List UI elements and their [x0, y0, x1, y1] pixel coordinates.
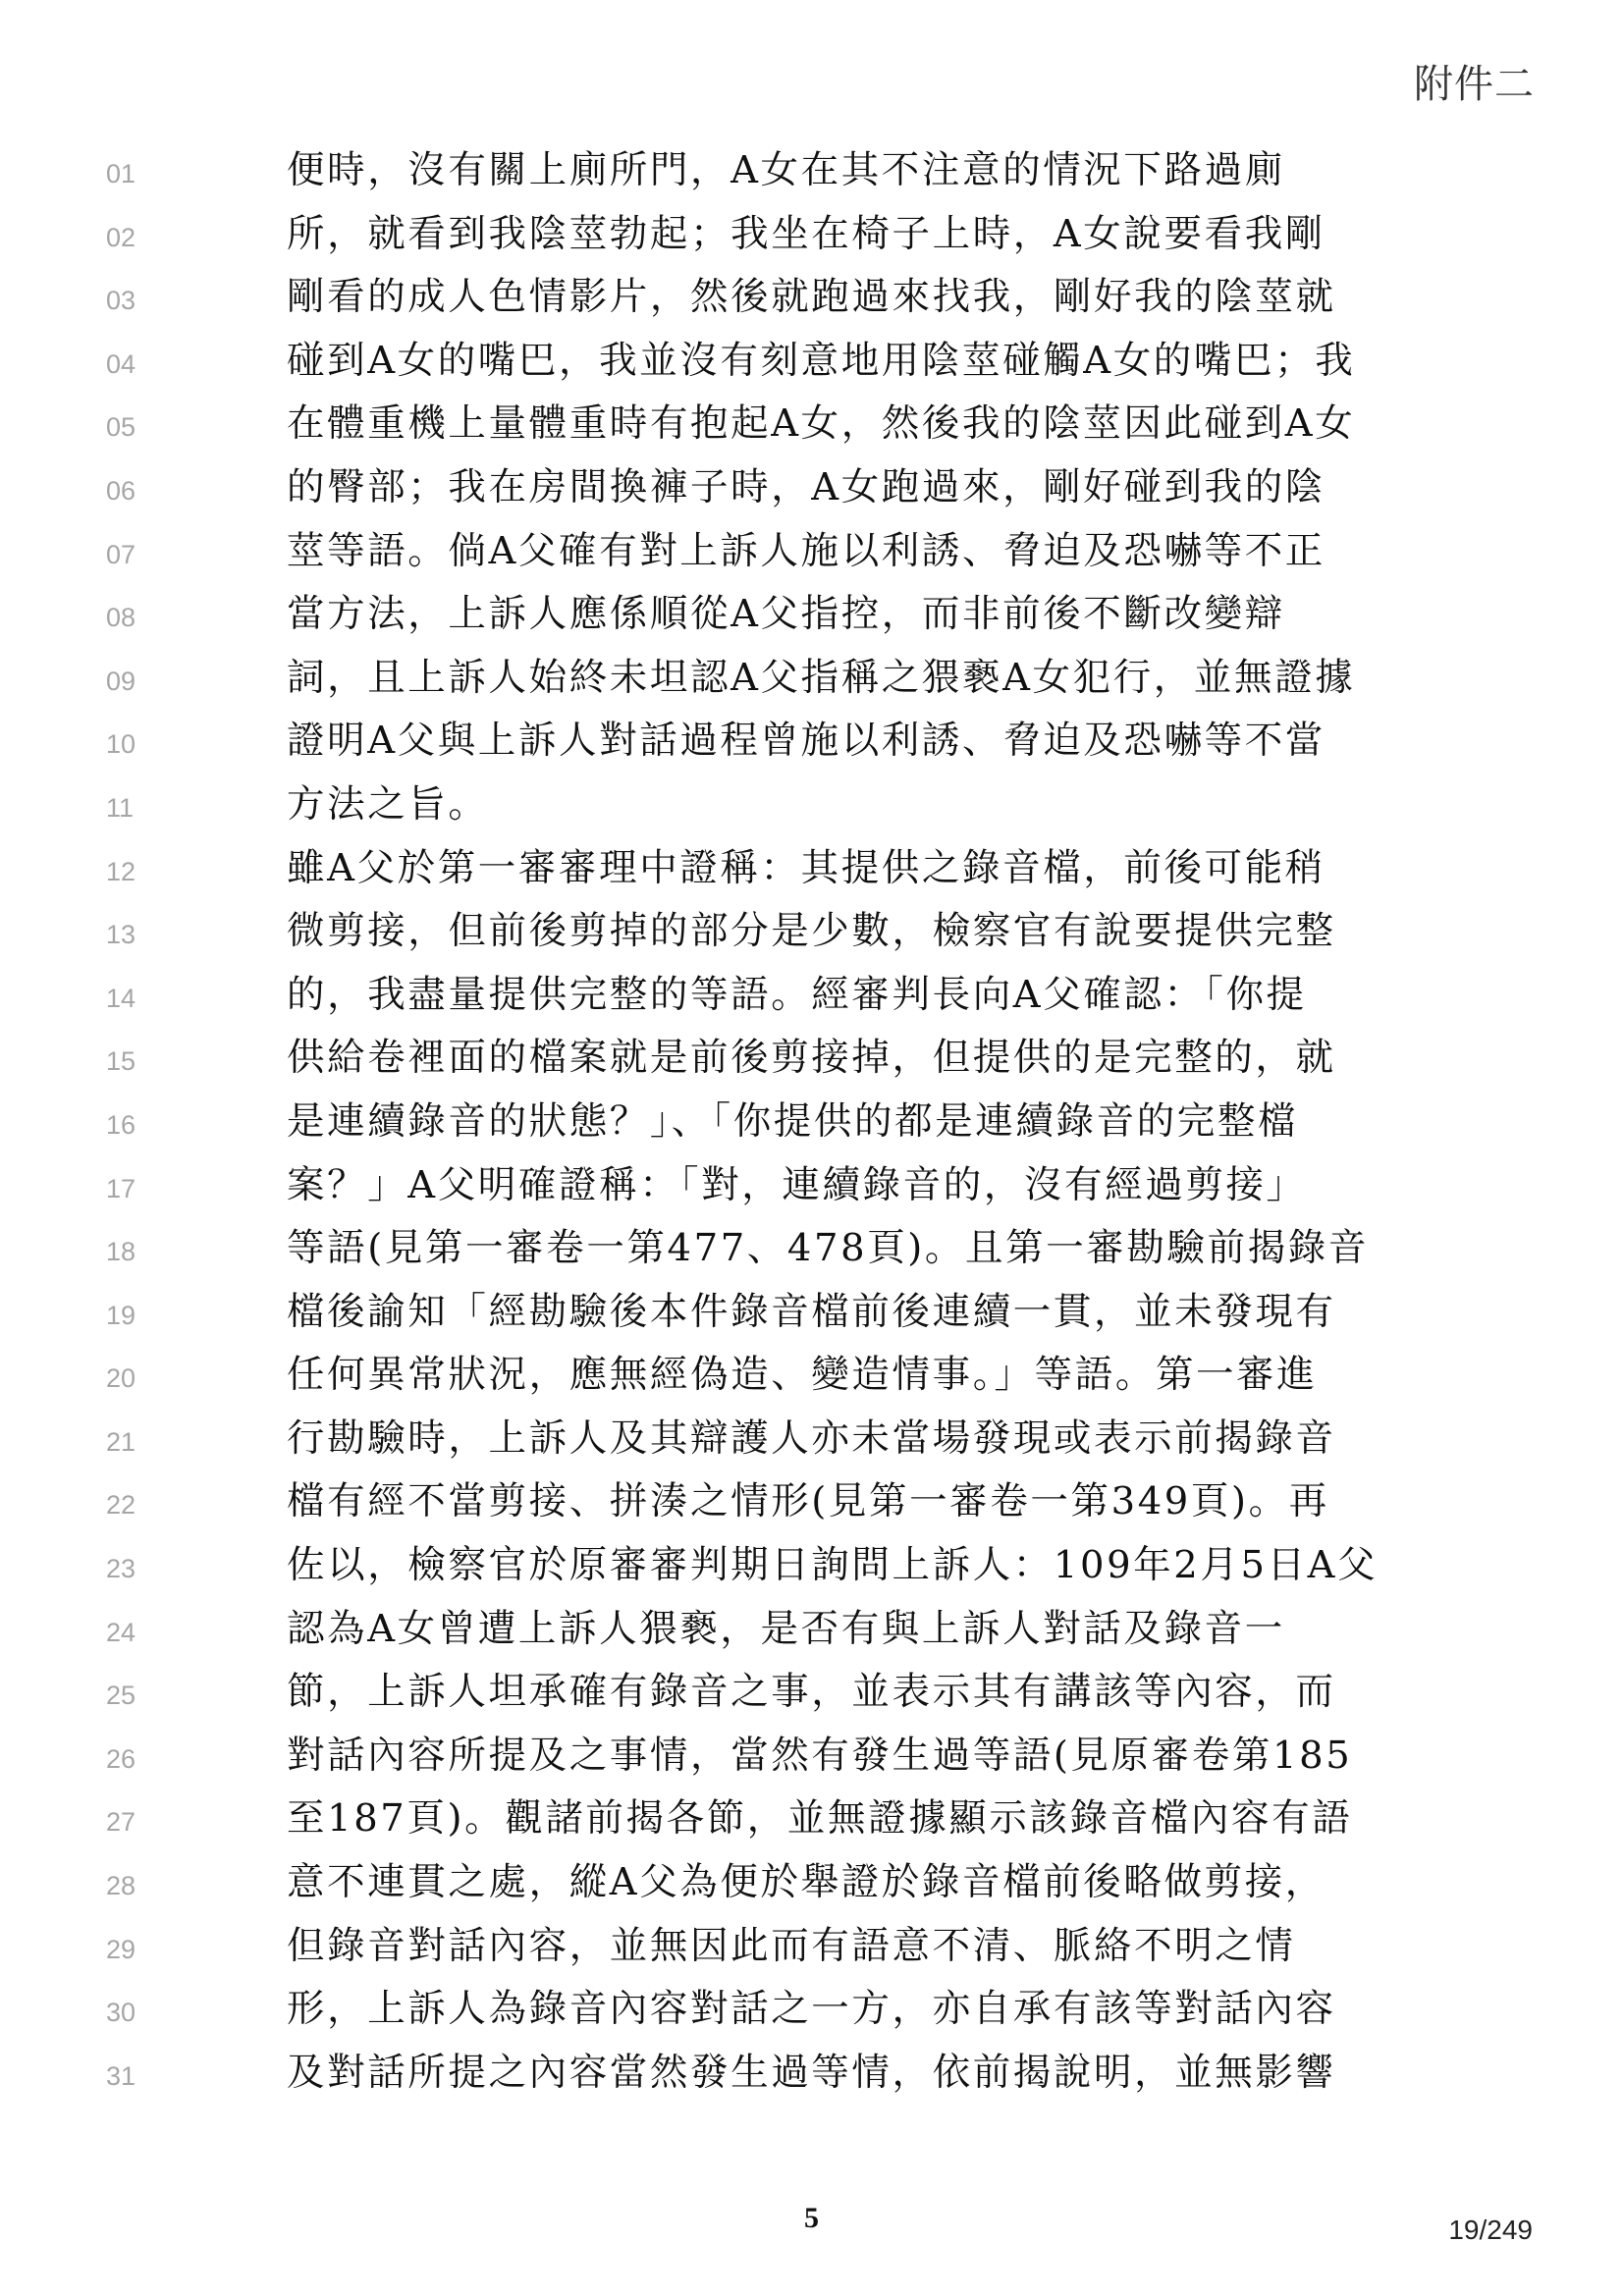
text-line [0, 1851, 1623, 1915]
line-text: 是連續錄音的狀態？」、「你提供的都是連續錄音的完整檔 [287, 1098, 1299, 1144]
line-text: 認為A女曾遭上訴人猥褻，是否有與上訴人對話及錄音一 [287, 1606, 1285, 1651]
text-line [0, 139, 1623, 203]
line-number: 08 [106, 603, 136, 633]
line-text: 碰到A女的嘴巴，我並沒有刻意地用陰莖碰觸A女的嘴巴；我 [287, 338, 1356, 383]
line-number: 11 [106, 792, 135, 823]
line-text: 莖等語。倘A父確有對上訴人施以利誘、脅迫及恐嚇等不正 [287, 528, 1325, 573]
line-text: 但錄音對話內容，並無因此而有語意不清、脈絡不明之情 [287, 1923, 1296, 1968]
line-text: 所，就看到我陰莖勃起；我坐在椅子上時，A女說要看我剛 [287, 211, 1325, 256]
text-line [0, 1788, 1623, 1851]
text-line [0, 520, 1623, 584]
text-line [0, 1725, 1623, 1789]
line-text: 雖A父於第一審審理中證稱：其提供之錄音檔，前後可能稍 [287, 845, 1325, 890]
text-line [0, 837, 1623, 901]
text-line [0, 1978, 1623, 2042]
line-text: 微剪接，但前後剪掉的部分是少數，檢察官有說要提供完整 [287, 909, 1336, 954]
line-number: 19 [106, 1300, 136, 1330]
line-text: 對話內容所提及之事情，當然有發生過等語(見原審卷第185 [287, 1733, 1353, 1778]
line-number: 21 [106, 1426, 136, 1457]
line-number: 03 [106, 286, 136, 316]
text-line [0, 1154, 1623, 1218]
text-line [0, 1661, 1623, 1725]
line-number: 07 [106, 539, 136, 569]
line-text: 當方法，上訴人應係順從A父指控，而非前後不斷改變辯 [287, 592, 1285, 637]
attachment-label: 附件二 [1414, 62, 1535, 107]
text-line [0, 1470, 1623, 1534]
line-number: 30 [106, 1998, 136, 2028]
line-text: 方法之旨。 [287, 781, 489, 827]
text-line [0, 900, 1623, 964]
line-text: 便時，沒有關上廁所門，A女在其不注意的情況下路過廁 [287, 148, 1285, 192]
text-line [0, 1915, 1623, 1979]
line-number: 14 [106, 983, 136, 1013]
line-text: 剛看的成人色情影片，然後就跑過來找我，剛好我的陰莖就 [287, 275, 1336, 320]
numbered-text-body [0, 139, 1623, 2105]
line-text: 案？」A父明確證稱：「對，連續錄音的，沒有經過剪接」 [287, 1162, 1307, 1207]
line-text: 等語(見第一審卷一第477、478頁)。且第一審勘驗前揭錄音 [287, 1226, 1370, 1271]
line-number: 09 [106, 666, 136, 696]
line-number: 28 [106, 1871, 136, 1901]
line-number: 29 [106, 1934, 136, 1964]
line-number: 31 [106, 2060, 136, 2091]
line-number: 20 [106, 1363, 136, 1394]
line-number: 06 [106, 475, 136, 506]
line-text: 行勘驗時，上訴人及其辯護人亦未當場發現或表示前揭錄音 [287, 1415, 1336, 1461]
text-line [0, 393, 1623, 456]
line-number: 05 [106, 412, 136, 443]
line-number: 18 [106, 1237, 136, 1267]
text-line [0, 1091, 1623, 1154]
text-line [0, 583, 1623, 647]
line-text: 任何異常狀況，應無經偽造、變造情事。」等語。第一審進 [287, 1353, 1318, 1398]
line-text: 的臀部；我在房間換褲子時，A女跑過來，剛好碰到我的陰 [287, 464, 1325, 509]
line-number: 12 [106, 856, 136, 886]
text-line [0, 710, 1623, 774]
line-number: 15 [106, 1046, 136, 1077]
text-line [0, 1408, 1623, 1471]
text-line [0, 203, 1623, 267]
line-text: 證明A父與上訴人對話過程曾施以利誘、脅迫及恐嚇等不當 [287, 719, 1325, 764]
text-line [0, 1281, 1623, 1345]
line-text: 的，我盡量提供完整的等語。經審判長向A父確認：「你提 [287, 972, 1307, 1017]
text-line [0, 2042, 1623, 2106]
line-number: 24 [106, 1617, 136, 1647]
text-line [0, 1344, 1623, 1408]
line-text: 及對話所提之內容當然發生過等情，依前揭說明，並無影響 [287, 2050, 1336, 2095]
line-number: 22 [106, 1490, 136, 1521]
line-number: 26 [106, 1743, 136, 1774]
text-line [0, 456, 1623, 520]
text-line [0, 266, 1623, 330]
text-line [0, 330, 1623, 394]
line-text: 佐以，檢察官於原審審判期日詢問上訴人：109年2月5日A父 [287, 1543, 1379, 1588]
line-text: 意不連貫之處，縱A父為便於舉證於錄音檔前後略做剪接， [287, 1860, 1325, 1905]
text-line [0, 1027, 1623, 1091]
line-number: 01 [106, 159, 136, 188]
text-line [0, 964, 1623, 1028]
text-line [0, 774, 1623, 837]
text-line [0, 1598, 1623, 1662]
text-line [0, 647, 1623, 711]
page-number: 5 [804, 2202, 819, 2234]
line-text: 詞，且上訴人始終未坦認A父指稱之猥褻A女犯行，並無證據 [287, 655, 1356, 700]
line-text: 檔後諭知「經勘驗後本件錄音檔前後連續一貫，並未發現有 [287, 1289, 1336, 1334]
line-number: 10 [106, 729, 136, 760]
page-count: 19/249 [1448, 2215, 1533, 2245]
line-text: 至187頁)。觀諸前揭各節，並無證據顯示該錄音檔內容有語 [287, 1796, 1353, 1842]
line-text: 節，上訴人坦承確有錄音之事，並表示其有講該等內容，而 [287, 1670, 1336, 1715]
line-number: 16 [106, 1109, 136, 1140]
line-number: 02 [106, 222, 136, 252]
text-line [0, 1534, 1623, 1598]
line-number: 25 [106, 1681, 136, 1711]
line-text: 在體重機上量體重時有抱起A女，然後我的陰莖因此碰到A女 [287, 401, 1356, 447]
line-text: 供給卷裡面的檔案就是前後剪接掉，但提供的是完整的，就 [287, 1036, 1336, 1081]
text-line [0, 1217, 1623, 1281]
line-number: 13 [106, 920, 136, 950]
line-number: 04 [106, 348, 136, 379]
line-number: 23 [106, 1554, 136, 1584]
line-text: 檔有經不當剪接、拼湊之情形(見第一審卷一第349頁)。再 [287, 1479, 1329, 1524]
line-text: 形，上訴人為錄音內容對話之一方，亦自承有該等對話內容 [287, 1987, 1336, 2032]
line-number: 27 [106, 1807, 136, 1838]
line-number: 17 [106, 1173, 136, 1203]
